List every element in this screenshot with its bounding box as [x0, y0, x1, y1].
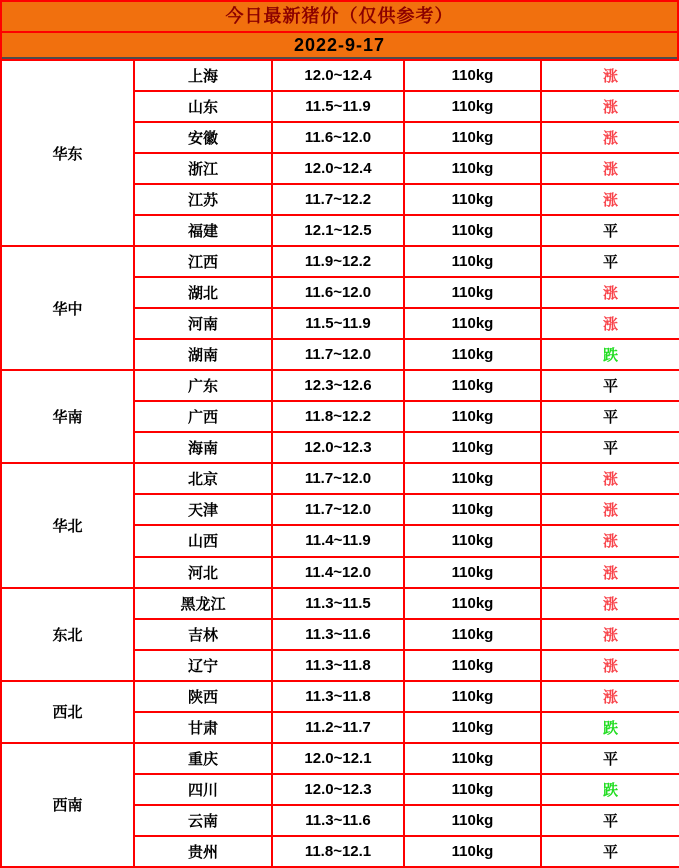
table-row: [1, 463, 679, 494]
region-cell: 华东: [1, 60, 134, 246]
weight-cell: 110kg: [404, 619, 541, 650]
province-cell: 山西: [134, 525, 272, 556]
province-cell: 江西: [134, 246, 272, 277]
weight-cell: 110kg: [404, 712, 541, 743]
weight-cell: 110kg: [404, 432, 541, 463]
weight-cell: 110kg: [404, 525, 541, 556]
province-cell: 山东: [134, 91, 272, 122]
price-cell: 12.3~12.6: [272, 370, 404, 401]
province-cell: 四川: [134, 774, 272, 805]
price-cell: 11.6~12.0: [272, 277, 404, 308]
trend-cell: 平: [541, 215, 679, 246]
table-row: [1, 681, 679, 712]
province-cell: 湖南: [134, 339, 272, 370]
price-cell: 11.3~11.6: [272, 805, 404, 836]
price-cell: 11.6~12.0: [272, 122, 404, 153]
weight-cell: 110kg: [404, 246, 541, 277]
price-cell: 11.2~11.7: [272, 712, 404, 743]
province-cell: 广东: [134, 370, 272, 401]
trend-cell: 跌: [541, 774, 679, 805]
weight-cell: 110kg: [404, 370, 541, 401]
price-cell: 12.0~12.1: [272, 743, 404, 774]
province-cell: 安徽: [134, 122, 272, 153]
province-cell: 河南: [134, 308, 272, 339]
weight-cell: 110kg: [404, 743, 541, 774]
province-cell: 陕西: [134, 681, 272, 712]
province-cell: 福建: [134, 215, 272, 246]
trend-cell: 涨: [541, 184, 679, 215]
trend-cell: 涨: [541, 650, 679, 681]
price-cell: 11.5~11.9: [272, 91, 404, 122]
trend-cell: 平: [541, 743, 679, 774]
weight-cell: 110kg: [404, 401, 541, 432]
weight-cell: 110kg: [404, 463, 541, 494]
price-cell: 12.0~12.3: [272, 432, 404, 463]
province-cell: 河北: [134, 557, 272, 588]
province-cell: 北京: [134, 463, 272, 494]
bulletin-title: 今日最新猪价（仅供参考）: [2, 2, 677, 33]
weight-cell: 110kg: [404, 805, 541, 836]
region-cell: 华中: [1, 246, 134, 370]
province-cell: 甘肃: [134, 712, 272, 743]
trend-cell: 跌: [541, 712, 679, 743]
province-cell: 海南: [134, 432, 272, 463]
weight-cell: 110kg: [404, 91, 541, 122]
trend-cell: 涨: [541, 494, 679, 525]
price-cell: 11.3~11.6: [272, 619, 404, 650]
trend-cell: 涨: [541, 463, 679, 494]
weight-cell: 110kg: [404, 308, 541, 339]
trend-cell: 平: [541, 370, 679, 401]
weight-cell: 110kg: [404, 339, 541, 370]
trend-cell: 涨: [541, 588, 679, 619]
price-cell: 12.1~12.5: [272, 215, 404, 246]
region-cell: 西南: [1, 743, 134, 867]
trend-cell: 涨: [541, 122, 679, 153]
price-cell: 11.7~12.0: [272, 494, 404, 525]
weight-cell: 110kg: [404, 557, 541, 588]
province-cell: 浙江: [134, 153, 272, 184]
province-cell: 辽宁: [134, 650, 272, 681]
region-cell: 华北: [1, 463, 134, 587]
province-cell: 吉林: [134, 619, 272, 650]
province-cell: 湖北: [134, 277, 272, 308]
province-cell: 云南: [134, 805, 272, 836]
trend-cell: 涨: [541, 525, 679, 556]
province-cell: 江苏: [134, 184, 272, 215]
weight-cell: 110kg: [404, 650, 541, 681]
province-cell: 天津: [134, 494, 272, 525]
weight-cell: 110kg: [404, 215, 541, 246]
province-cell: 上海: [134, 60, 272, 91]
province-cell: 黑龙江: [134, 588, 272, 619]
province-cell: 广西: [134, 401, 272, 432]
price-cell: 11.3~11.5: [272, 588, 404, 619]
weight-cell: 110kg: [404, 153, 541, 184]
trend-cell: 涨: [541, 557, 679, 588]
trend-cell: 涨: [541, 277, 679, 308]
table-row: [1, 60, 679, 91]
trend-cell: 平: [541, 401, 679, 432]
bulletin-date: 2022-9-17: [2, 33, 677, 59]
trend-cell: 平: [541, 432, 679, 463]
region-cell: 华南: [1, 370, 134, 463]
price-cell: 11.7~12.0: [272, 463, 404, 494]
table-row: [1, 588, 679, 619]
province-cell: 重庆: [134, 743, 272, 774]
bulletin-header: [0, 0, 679, 59]
price-cell: 12.0~12.3: [272, 774, 404, 805]
trend-cell: 涨: [541, 619, 679, 650]
price-cell: 11.5~11.9: [272, 308, 404, 339]
trend-cell: 平: [541, 805, 679, 836]
price-cell: 11.9~12.2: [272, 246, 404, 277]
weight-cell: 110kg: [404, 588, 541, 619]
table-row: [1, 246, 679, 277]
weight-cell: 110kg: [404, 681, 541, 712]
weight-cell: 110kg: [404, 774, 541, 805]
trend-cell: 平: [541, 246, 679, 277]
weight-cell: 110kg: [404, 122, 541, 153]
price-cell: 11.7~12.0: [272, 339, 404, 370]
price-cell: 12.0~12.4: [272, 60, 404, 91]
price-cell: 11.3~11.8: [272, 650, 404, 681]
trend-cell: 涨: [541, 681, 679, 712]
trend-cell: 涨: [541, 153, 679, 184]
weight-cell: 110kg: [404, 60, 541, 91]
weight-cell: 110kg: [404, 277, 541, 308]
table-row: [1, 743, 679, 774]
trend-cell: 涨: [541, 91, 679, 122]
trend-cell: 跌: [541, 339, 679, 370]
trend-cell: 平: [541, 836, 679, 867]
price-cell: 11.8~12.2: [272, 401, 404, 432]
price-cell: 12.0~12.4: [272, 153, 404, 184]
price-cell: 11.7~12.2: [272, 184, 404, 215]
region-cell: 西北: [1, 681, 134, 743]
province-cell: 贵州: [134, 836, 272, 867]
table-row: [1, 370, 679, 401]
trend-cell: 涨: [541, 308, 679, 339]
price-table: [0, 59, 679, 868]
weight-cell: 110kg: [404, 184, 541, 215]
weight-cell: 110kg: [404, 494, 541, 525]
weight-cell: 110kg: [404, 836, 541, 867]
price-cell: 11.8~12.1: [272, 836, 404, 867]
trend-cell: 涨: [541, 60, 679, 91]
region-cell: 东北: [1, 588, 134, 681]
price-cell: 11.3~11.8: [272, 681, 404, 712]
price-cell: 11.4~12.0: [272, 557, 404, 588]
price-cell: 11.4~11.9: [272, 525, 404, 556]
